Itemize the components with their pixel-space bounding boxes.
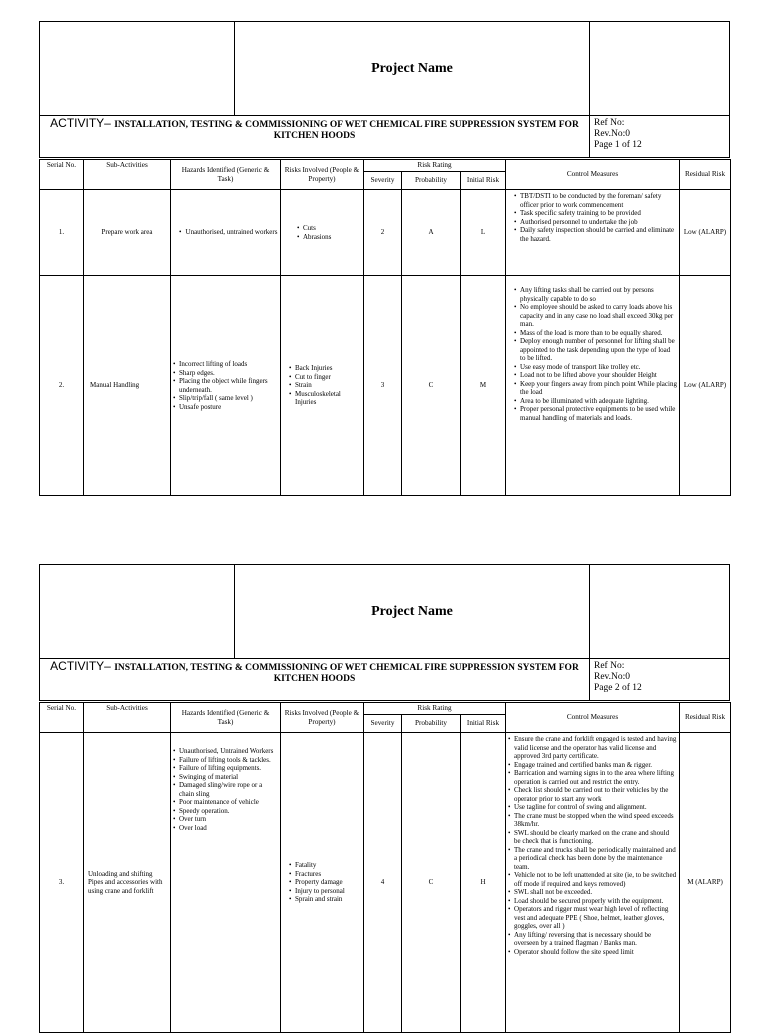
logo-box — [40, 22, 235, 115]
hazard-item: • Placing the object while fingers underneath. — [173, 377, 278, 394]
hazards-cell — [171, 733, 281, 1033]
activity-lead: ACTIVITY– — [50, 659, 115, 673]
residual-risk-cell: M (ALARP) — [680, 733, 731, 1033]
table-row — [40, 190, 731, 276]
hazards-cell — [171, 190, 281, 276]
page-header — [39, 564, 730, 659]
activity-bar — [39, 116, 730, 158]
control-item: • Use tagline for control of swing and alignment. — [508, 803, 677, 812]
reference-box — [589, 116, 729, 157]
control-item: • Task specific safety training to be provided — [514, 209, 677, 218]
probability-cell: A — [402, 190, 461, 276]
residual-risk-cell: Low (ALARP) — [680, 190, 731, 276]
page-number: Page 1 of 12 — [594, 140, 642, 150]
hazard-item: • Sharp edges. — [173, 369, 278, 378]
sub-activity-cell: Prepare work area — [84, 190, 171, 276]
risks-cell — [281, 276, 364, 496]
page-number: Page 2 of 12 — [594, 683, 642, 693]
initial-risk-cell: L — [461, 190, 506, 276]
activity-title — [40, 659, 589, 700]
col-header-hazards: Hazards Identified (Generic & Task) — [171, 160, 281, 190]
project-name: Project Name — [371, 603, 453, 619]
control-item: • Barrication and warning signs in to the area where lifting operation is carried out and restrict the entry. — [508, 769, 677, 786]
risk-assessment-table — [39, 702, 731, 1033]
sub-activity-cell: Manual Handling — [84, 276, 171, 496]
activity-bar — [39, 659, 730, 701]
control-measures-cell — [506, 733, 680, 1033]
activity-text: INSTALLATION, TESTING & COMMISSIONING OF WET CHEMICAL FIRE SUPPRESSION SYSTEM FOR KITCHEN HOODS — [114, 120, 579, 141]
control-item: • Deploy enough number of personnel for lifting shall be appointed to the task depending upon the type of load to be lifted. — [514, 337, 677, 363]
col-header-severity: Severity — [364, 172, 402, 190]
risks-cell — [281, 190, 364, 276]
control-item: • The crane and trucks shall be periodically maintained and a periodical check has been done by the maintenance team. — [508, 846, 677, 872]
col-header-probability: Probability — [402, 172, 461, 190]
control-item: • Area to be illuminated with adequate lighting. — [514, 397, 677, 406]
hazard-item: • Unsafe posture — [173, 403, 278, 412]
risk-item: • Abrasions — [297, 233, 361, 242]
risk-item: • Cut to finger — [289, 373, 361, 382]
hazard-item: • Failure of lifting tools & tackles. — [173, 756, 278, 765]
col-header-residual-risk: Residual Risk — [680, 703, 731, 733]
col-header-risks: Risks Involved (People & Property) — [281, 703, 364, 733]
col-header-risks: Risks Involved (People & Property) — [281, 160, 364, 190]
control-item: • Operators and rigger must wear high level of reflecting vest and adequate PPE ( Shoe, helmet, leather gloves, goggles, over all ) — [508, 905, 677, 931]
col-header-sub-activities: Sub-Activities — [84, 160, 171, 190]
activity-title — [40, 116, 589, 157]
project-name: Project Name — [371, 60, 453, 76]
header-right-box — [589, 565, 730, 658]
control-item: • Load should be secured properly with the equipment. — [508, 897, 677, 906]
initial-risk-cell: H — [461, 733, 506, 1033]
hazard-item: • Swinging of material — [173, 773, 278, 782]
control-item: • Check list should be carried out to their vehicles by the operator prior to start any work — [508, 786, 677, 803]
probability-cell: C — [402, 733, 461, 1033]
hazard-item: • Over turn — [173, 815, 278, 824]
risk-item: • Back Injuries — [289, 364, 361, 373]
col-header-severity: Severity — [364, 715, 402, 733]
hazard-item: • Speedy operation. — [173, 807, 278, 816]
risk-item: • Property damage — [289, 878, 361, 887]
control-item: • SWL shall not be exceeded. — [508, 888, 677, 897]
risk-item: • Cuts — [297, 224, 361, 233]
col-header-hazards: Hazards Identified (Generic & Task) — [171, 703, 281, 733]
rev-no: Rev.No:0 — [594, 129, 631, 139]
risk-assessment-table — [39, 159, 731, 496]
control-item: • Use easy mode of transport like trolley etc. — [514, 363, 677, 372]
activity-lead: ACTIVITY– — [50, 116, 115, 130]
hazard-item: • Over load — [173, 824, 278, 833]
activity-text: INSTALLATION, TESTING & COMMISSIONING OF WET CHEMICAL FIRE SUPPRESSION SYSTEM FOR KITCHEN HOODS — [114, 663, 579, 684]
control-item: • Any lifting tasks shall be carried out by persons physically capable to do so — [514, 286, 677, 303]
logo-box — [40, 565, 235, 658]
risk-item: • Strain — [289, 381, 361, 390]
control-item: • Engage trained and certified banks man & rigger. — [508, 761, 677, 770]
severity-cell: 3 — [364, 276, 402, 496]
control-measures-cell — [506, 190, 680, 276]
severity-cell: 2 — [364, 190, 402, 276]
hazard-item: • Incorrect lifting of loads — [173, 360, 278, 369]
control-item: • Any lifting/ reversing that is necessary should be overseen by a trained flagman / Banks man. — [508, 931, 677, 948]
control-item: • Keep your fingers away from pinch point While placing the load — [514, 380, 677, 397]
control-item: • TBT/DSTI to be conducted by the foreman/ safety officer prior to work commencement — [514, 192, 677, 209]
page-header — [39, 21, 730, 116]
control-item: • Proper personal protective equipments to be used while manual handling of materials and loads. — [514, 405, 677, 422]
probability-cell: C — [402, 276, 461, 496]
serial-cell: 3. — [40, 733, 84, 1033]
hazard-item: • Failure of lifting equipments. — [173, 764, 278, 773]
col-header-sub-activities: Sub-Activities — [84, 703, 171, 733]
hazard-item: • Poor maintenance of vehicle — [173, 798, 278, 807]
ref-no: Ref No: — [594, 661, 625, 671]
col-header-initial-risk: Initial Risk — [461, 172, 506, 190]
risks-cell — [281, 733, 364, 1033]
hazard-item: • Unauthorised, untrained workers — [179, 228, 278, 237]
control-item: • The crane must be stopped when the wind speed exceeds 38km/hr. — [508, 812, 677, 829]
control-item: • Operator should follow the site speed limit — [508, 948, 677, 957]
risk-item: • Fractures — [289, 870, 361, 879]
control-item: • SWL should be clearly marked on the crane and should be check that is functioning. — [508, 829, 677, 846]
serial-cell: 2. — [40, 276, 84, 496]
risk-item: • Musculoskeletal Injuries — [289, 390, 361, 407]
initial-risk-cell: M — [461, 276, 506, 496]
rev-no: Rev.No:0 — [594, 672, 631, 682]
col-header-control-measures: Control Measures — [506, 160, 680, 190]
reference-box — [589, 659, 729, 700]
col-header-serial: Serial No. — [40, 160, 84, 190]
document-page-1 — [39, 21, 730, 496]
ref-no: Ref No: — [594, 118, 625, 128]
control-item: • Load not to be lifted above your shoulder Height — [514, 371, 677, 380]
serial-cell: 1. — [40, 190, 84, 276]
control-item: • No employee should be asked to carry loads above his capacity and in any case no load shall exceed 30kg per man. — [514, 303, 677, 329]
col-header-risk-rating: Risk Rating — [364, 160, 506, 172]
residual-risk-cell: Low (ALARP) — [680, 276, 731, 496]
risk-item: • Injury to personal — [289, 887, 361, 896]
control-measures-cell — [506, 276, 680, 496]
risk-item: • Sprain and strain — [289, 895, 361, 904]
col-header-probability: Probability — [402, 715, 461, 733]
col-header-serial: Serial No. — [40, 703, 84, 733]
risk-item: • Fatality — [289, 861, 361, 870]
hazard-item: • Damaged sling/wire rope or a chain sling — [173, 781, 278, 798]
hazard-item: • Unauthorised, Untrained Workers — [173, 747, 278, 756]
header-right-box — [589, 22, 730, 115]
col-header-risk-rating: Risk Rating — [364, 703, 506, 715]
control-item: • Daily safety inspection should be carried and eliminate the hazard. — [514, 226, 677, 243]
hazard-item: • Slip/trip/fall ( same level ) — [173, 394, 278, 403]
col-header-control-measures: Control Measures — [506, 703, 680, 733]
table-row — [40, 733, 731, 1033]
col-header-residual-risk: Residual Risk — [680, 160, 731, 190]
hazards-cell — [171, 276, 281, 496]
table-row — [40, 276, 731, 496]
document-page-2 — [39, 564, 730, 1033]
control-item: • Vehicle not to be left unattended at site (ie, to be switched off mode if required and keys removed) — [508, 871, 677, 888]
sub-activity-cell: Unloading and shifting Pipes and accessories with using crane and forklift — [84, 733, 171, 1033]
control-item: • Mass of the load is more than to be equally shared. — [514, 329, 677, 338]
severity-cell: 4 — [364, 733, 402, 1033]
col-header-initial-risk: Initial Risk — [461, 715, 506, 733]
control-item: • Ensure the crane and forklift engaged is tested and having valid license and the operator has valid license and approved 3rd party certificate. — [508, 735, 677, 761]
control-item: • Authorised personnel to undertake the job — [514, 218, 677, 227]
